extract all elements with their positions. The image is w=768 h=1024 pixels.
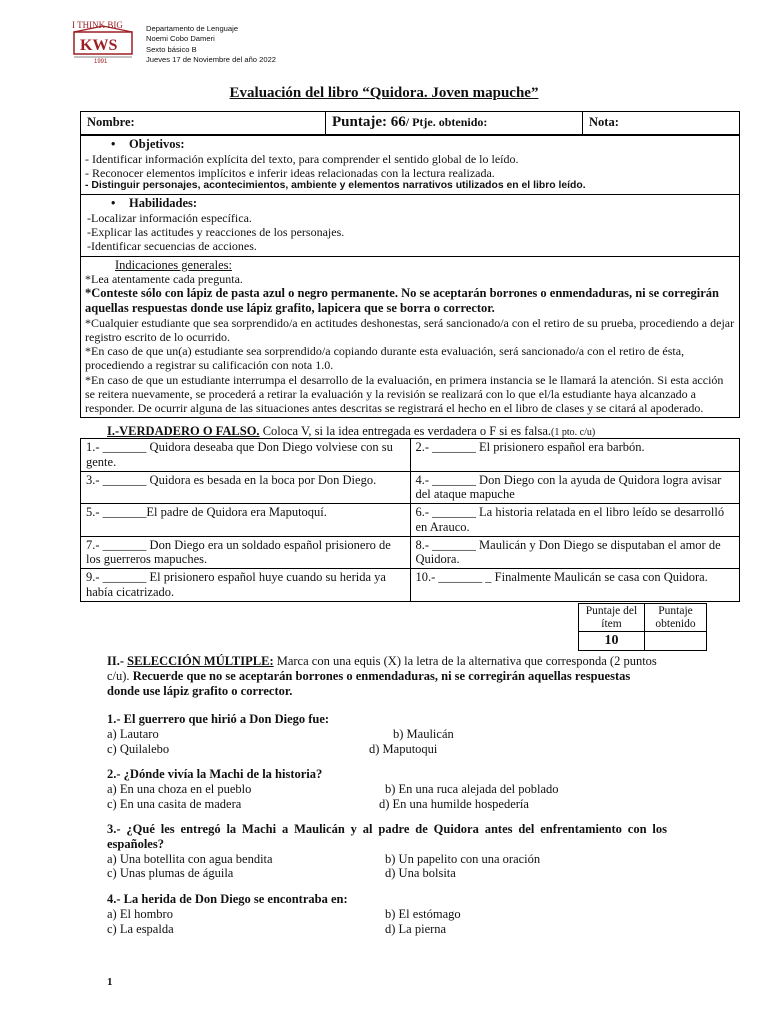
- instruction-paragraph: *Lea atentamente cada pregunta.: [85, 272, 243, 287]
- logo-year: 1991: [94, 59, 108, 64]
- tf-item[interactable]: 1.- _______ Quidora deseaba que Don Diego volviese con su gente.: [81, 439, 411, 472]
- header-info: [146, 24, 276, 66]
- tf-item[interactable]: 6.- _______ La historia relatada en el libro leído se desarrolló en Arauco.: [410, 504, 740, 537]
- option-a[interactable]: a) Lautaro: [107, 726, 159, 741]
- question-1: [107, 712, 667, 756]
- objectives-section: [81, 136, 739, 195]
- option-c[interactable]: c) La espalda: [107, 921, 174, 936]
- option-d[interactable]: d) La pierna: [385, 921, 447, 936]
- student-info-table: [80, 111, 740, 135]
- item-score-table: [578, 603, 707, 651]
- question-text: 2.- ¿Dónde vivía la Machi de la historia?: [107, 767, 323, 781]
- tf-item[interactable]: 10.- _______ _ Finalmente Maulicán se casa con Quidora.: [410, 569, 740, 602]
- option-b[interactable]: b) Un papelito con una oración: [385, 851, 541, 866]
- question-4: [107, 892, 667, 936]
- skills-section: [81, 195, 739, 256]
- table-row: [81, 569, 740, 602]
- general-instructions-section: [81, 257, 739, 418]
- school-logo: [70, 20, 144, 64]
- objectives-heading: Objetivos:: [129, 137, 185, 151]
- logo-tagline: I THINK BIG: [72, 20, 123, 30]
- option-d[interactable]: d) Una bolsita: [385, 866, 456, 881]
- tf-item[interactable]: 2.- _______ El prisionero español era barbón.: [410, 439, 740, 472]
- page-title: Evaluación del libro “Quidora. Joven mapuche”: [229, 85, 539, 101]
- tf-item[interactable]: 9.- _______ El prisionero español huye cuando su herida ya había cicatrizado.: [81, 569, 411, 602]
- multiple-choice-heading: II.- SELECCIÓN MÚLTIPLE: Marca con una equis (X) la letra de la alternativa que corresponda (2 puntos c/u). Recuerde que no se aceptarán borrones o enmendaduras, ni se corregirán aquellas respuestas donde use lápiz grafito o corrector.: [107, 654, 657, 698]
- bullet-icon: •: [111, 196, 116, 211]
- tf-item[interactable]: 4.- _______ Don Diego con la ayuda de Quidora logra avisar del ataque mapuche: [410, 471, 740, 504]
- question-text: 3.- ¿Qué les entregó la Machi a Maulicán y al padre de Quidora antes del enfrentamiento con los españoles?: [107, 822, 667, 851]
- skill-line: -Localizar información específica.: [87, 211, 252, 226]
- question-text: 4.- La herida de Don Diego se encontraba en:: [107, 892, 348, 906]
- instruction-paragraph: *En caso de que un(a) estudiante sea sorprendido/a copiando durante esta evaluación, será sancionado/a con el retiro de ésta, procediendo a registrar su calificación con nota 1.0.: [85, 344, 685, 373]
- option-a[interactable]: a) El hombro: [107, 906, 173, 921]
- true-false-table: [80, 438, 740, 602]
- date: Jueves 17 de Noviembre del año 2022: [146, 55, 277, 65]
- question-3: [107, 822, 667, 881]
- page-number: 1: [107, 976, 113, 988]
- tf-item[interactable]: 8.- _______ Maulicán y Don Diego se disputaban el amor de Quidora.: [410, 536, 740, 569]
- item-score-label: Puntaje del ítem: [579, 604, 645, 632]
- teacher-name: Noemi Cobo Dameri: [146, 34, 215, 44]
- obtained-score-field[interactable]: [645, 632, 707, 650]
- table-row: [81, 504, 740, 537]
- question-text: 1.- El guerrero que hirió a Don Diego fue:: [107, 712, 330, 726]
- item-score-value: 10: [579, 632, 645, 650]
- skills-heading: Habilidades:: [129, 196, 198, 211]
- table-row: [81, 439, 740, 472]
- question-2: [107, 767, 667, 811]
- option-b[interactable]: b) Maulicán: [393, 726, 454, 741]
- option-b[interactable]: b) En una ruca alejada del poblado: [385, 781, 559, 796]
- obtained-score-label: Puntaje obtenido: [645, 604, 707, 632]
- grade-field[interactable]: Nota:: [583, 112, 740, 135]
- table-row: [81, 536, 740, 569]
- name-field[interactable]: Nombre:: [81, 112, 326, 135]
- instructions-box: [80, 135, 740, 418]
- instruction-paragraph: *Cualquier estudiante que sea sorprendido/a en actitudes deshonestas, será sancionado/a con el retiro de su prueba, procediendo a dejar registro escrito de lo ocurrido.: [85, 315, 735, 345]
- objective-line: - Reconocer elementos implícitos e inferir ideas relacionadas con la lectura realizada.: [85, 165, 495, 180]
- instruction-paragraph: *En caso de que un estudiante interrumpa el desarrollo de la evaluación, en primera instancia se le llamará la atención. Si esta acción se reitera nuevamente, se procederá a retirar la evaluación y la revisión se realizará con lo que el/la estudiante haya alcanzado a responder. De ocurrir alguna de las situaciones antes descritas se registrará el hecho en el libro de clases y se citará al apoderado.: [85, 372, 724, 415]
- objective-line: - Identificar información explícita del texto, para comprender el sentido global de lo leído.: [85, 151, 519, 166]
- true-false-heading: I.-VERDADERO O FALSO. Coloca V, si la idea entregada es verdadera o F si es falsa.(1 pto. c/u): [107, 424, 596, 438]
- tf-item[interactable]: 3.- _______ Quidora es besada en la boca por Don Diego.: [81, 471, 411, 504]
- option-d[interactable]: d) Maputoqui: [369, 741, 438, 756]
- bullet-icon: •: [111, 137, 116, 151]
- skill-line: -Identificar secuencias de acciones.: [87, 239, 257, 254]
- option-c[interactable]: c) Unas plumas de águila: [107, 866, 234, 881]
- option-d[interactable]: d) En una humilde hospedería: [379, 796, 529, 811]
- skill-line: -Explicar las actitudes y reacciones de los personajes.: [87, 225, 345, 240]
- tf-item[interactable]: 5.- _______El padre de Quidora era Maputoquí.: [81, 504, 411, 537]
- score-field: Puntaje: 66/ Ptje. obtenido:: [326, 112, 583, 135]
- grade: Sexto básico B: [146, 44, 197, 54]
- tf-item[interactable]: 7.- _______ Don Diego era un soldado español prisionero de los guerreros mapuches.: [81, 536, 411, 569]
- option-a[interactable]: a) En una choza en el pueblo: [107, 781, 252, 796]
- option-a[interactable]: a) Una botellita con agua bendita: [107, 851, 273, 866]
- table-row: [81, 471, 740, 504]
- option-c[interactable]: c) Quilalebo: [107, 741, 170, 756]
- instruction-paragraph: *Conteste sólo con lápiz de pasta azul o negro permanente. No se aceptarán borrones o enmendaduras, ni se corregirán aquellas respuestas donde use lápiz grafito, lapicera que se borra o corrector.: [85, 286, 719, 316]
- objective-line: - Distinguir personajes, acontecimientos, ambiente y elementos narrativos utilizados en el libro leído.: [85, 180, 586, 192]
- option-b[interactable]: b) El estómago: [385, 906, 461, 921]
- instructions-heading: Indicaciones generales:: [115, 257, 232, 272]
- option-c[interactable]: c) En una casita de madera: [107, 796, 242, 811]
- department: Departamento de Lenguaje: [146, 24, 239, 33]
- logo-initials: KWS: [80, 37, 118, 54]
